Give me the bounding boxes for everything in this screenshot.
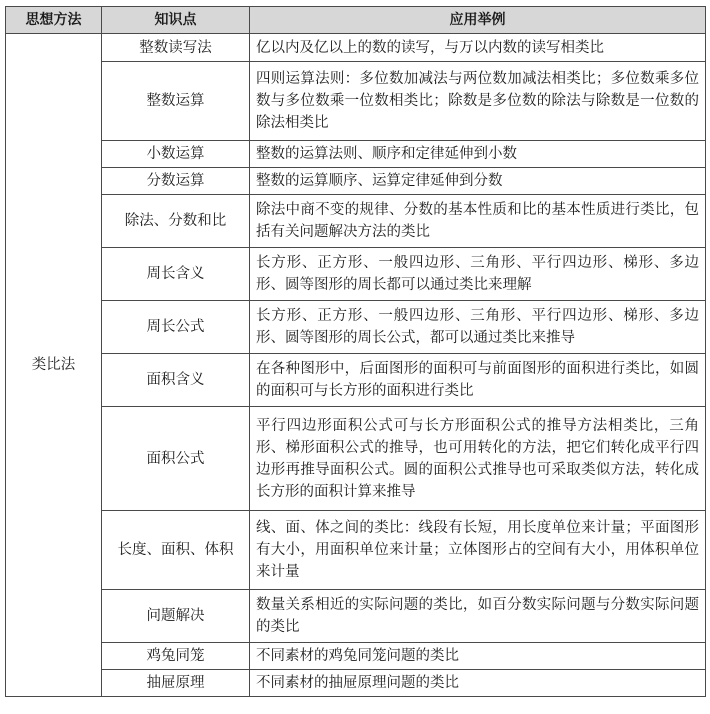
example-cell: 除法中商不变的规律、分数的基本性质和比的基本性质进行类比，包括有关问题解决方法的类比: [250, 195, 706, 248]
example-cell: 整数的运算法则、顺序和定律延伸到小数: [250, 141, 706, 168]
table-row: [6, 195, 706, 248]
example-cell: 长方形、正方形、一般四边形、三角形、平行四边形、梯形、多边形、圆等图形的周长都可以通过类比来理解: [250, 248, 706, 301]
topic-cell: 面积含义: [102, 354, 250, 407]
table-row: [6, 62, 706, 141]
table-row: [6, 643, 706, 670]
table-row: [6, 301, 706, 354]
table-row: [6, 141, 706, 168]
table-row: [6, 354, 706, 407]
topic-cell: 分数运算: [102, 168, 250, 195]
example-cell: 四则运算法则：多位数加减法与两位数加减法相类比；多位数乘多位数与多位数乘一位数相类比；除数是多位数的除法与除数是一位数的除法相类比: [250, 62, 706, 141]
header-topic: 知识点: [102, 7, 250, 34]
example-cell: 长方形、正方形、一般四边形、三角形、平行四边形、梯形、多边形、圆等图形的周长公式，都可以通过类比来推导: [250, 301, 706, 354]
example-cell: 线、面、体之间的类比：线段有长短，用长度单位来计量；平面图形有大小，用面积单位来计量；立体图形占的空间有大小，用体积单位来计量: [250, 511, 706, 590]
table-row: [6, 590, 706, 643]
table-row: [6, 407, 706, 511]
topic-cell: 周长公式: [102, 301, 250, 354]
topic-cell: 长度、面积、体积: [102, 511, 250, 590]
topic-cell: 鸡兔同笼: [102, 643, 250, 670]
example-cell: 亿以内及亿以上的数的读写，与万以内数的读写相类比: [250, 34, 706, 62]
topic-cell: 周长含义: [102, 248, 250, 301]
header-method: 思想方法: [6, 7, 102, 34]
method-cell: 类比法: [6, 34, 102, 697]
topic-cell: 面积公式: [102, 407, 250, 511]
table-row: [6, 511, 706, 590]
header-example: 应用举例: [250, 7, 706, 34]
example-cell: 数量关系相近的实际问题的类比，如百分数实际问题与分数实际问题的类比: [250, 590, 706, 643]
topic-cell: 整数运算: [102, 62, 250, 141]
topic-cell: 整数读写法: [102, 34, 250, 62]
table-row: [6, 34, 706, 62]
topic-cell: 除法、分数和比: [102, 195, 250, 248]
table-row: [6, 248, 706, 301]
table-row: [6, 670, 706, 697]
example-cell: 在各种图形中，后面图形的面积可与前面图形的面积进行类比，如圆的面积可与长方形的面积进行类比: [250, 354, 706, 407]
example-cell: 不同素材的鸡兔同笼问题的类比: [250, 643, 706, 670]
table-row: [6, 168, 706, 195]
topic-cell: 抽屉原理: [102, 670, 250, 697]
topic-cell: 小数运算: [102, 141, 250, 168]
table-header-row: [6, 7, 706, 34]
topic-cell: 问题解决: [102, 590, 250, 643]
thinking-method-table: [5, 6, 706, 697]
example-cell: 不同素材的抽屉原理问题的类比: [250, 670, 706, 697]
example-cell: 整数的运算顺序、运算定律延伸到分数: [250, 168, 706, 195]
example-cell: 平行四边形面积公式可与长方形面积公式的推导方法相类比，三角形、梯形面积公式的推导，也可用转化的方法，把它们转化成平行四边形再推导面积公式。圆的面积公式推导也可采取类似方法，转化成长方形的面积计算来推导: [250, 407, 706, 511]
